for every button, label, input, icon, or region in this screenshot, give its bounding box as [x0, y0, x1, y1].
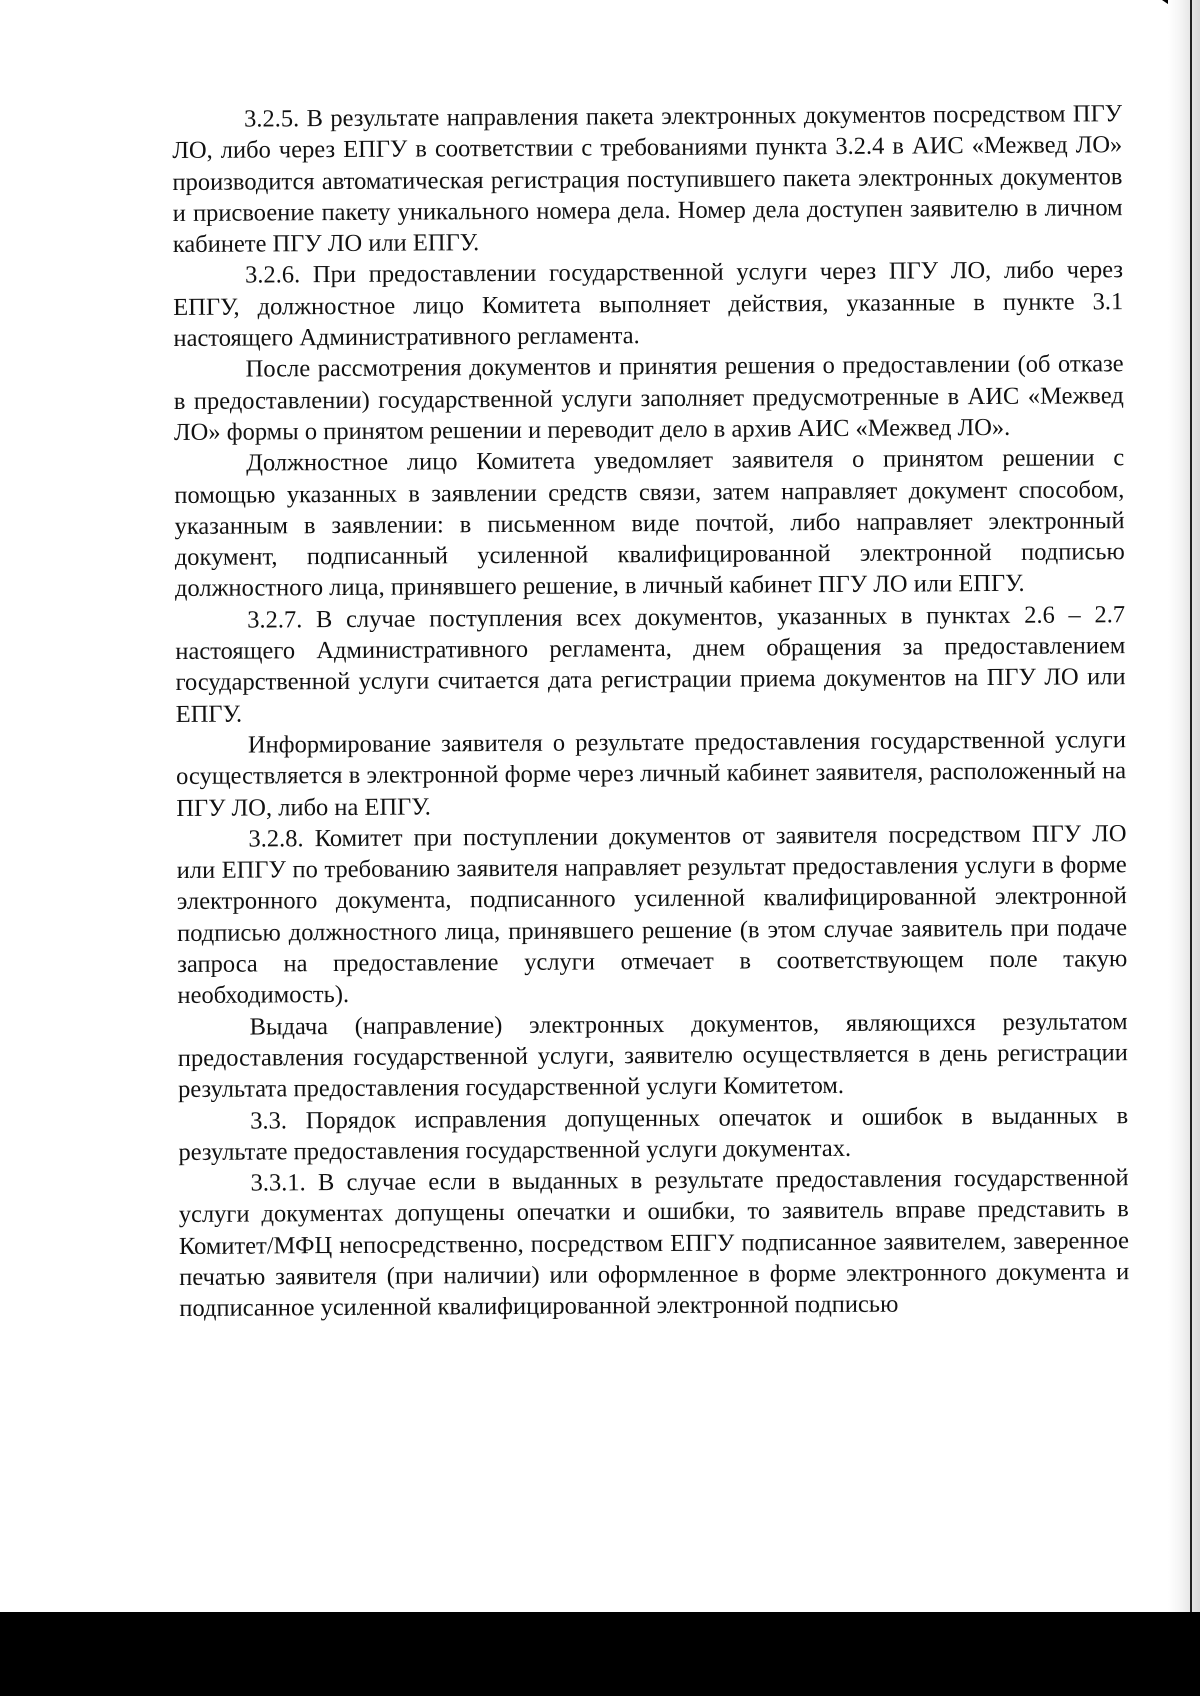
paragraph-informing: Информирование заявителя о результате предоставления государственной услуги осуществляется в электронной форме через личный кабинет заявителя, расположенный на ПГУ ЛО, либо на ЕПГУ.: [176, 726, 1127, 822]
paragraph-3-3: 3.3. Порядок исправления допущенных опечаток и ошибок в выданных в результате предоставления государственной услуги документах.: [178, 1101, 1129, 1166]
paragraph-3-2-6: 3.2.6. При предоставлении государственной услуги через ПГУ ЛО, либо через ЕПГУ, должностное лицо Комитета выполняет действия, указанные в пункте 3.1 настоящего Административного регламента.: [173, 256, 1124, 353]
scan-right-edge-line: [1190, 0, 1192, 1612]
paragraph-3-2-5: 3.2.5. В результате направления пакета электронных документов посредством ПГУ ЛО, либо через ЕПГУ в соответствии с требованиями пункта 3.2.4 в АИС «Межвед ЛО» производится автоматическая регистрация поступившего пакета электронных документов и присвоение пакету уникального номера дела. Номер дела доступен заявителю в личном кабинете ПГУ ЛО или ЕПГУ.: [172, 100, 1123, 259]
paragraph-3-2-7: 3.2.7. В случае поступления всех документов, указанных в пунктах 2.6 – 2.7 настоящего Административного регламента, днем обращения за предоставлением государственной услуги считается дата регистрации приема документов на ПГУ ЛО или ЕПГУ.: [175, 600, 1126, 728]
paragraph-notification: Должностное лицо Комитета уведомляет заявителя о принятом решении с помощью указанных в заявлении средств связи, затем направляет документ способом, указанным в заявлении: в письменном виде почтой, либо направляет электронный документ, подписанный усиленной квалифицированной электронной подписью должностного лица, принявшего решение, в личный кабинет ПГУ ЛО или ЕПГУ.: [174, 444, 1125, 603]
paragraph-issuance: Выдача (направление) электронных документов, являющихся результатом предоставления государственной услуги, заявителю осуществляется в день регистрации результата предоставления государственной услуги Комитетом.: [177, 1007, 1128, 1104]
paragraph-3-3-1: 3.3.1. В случае если в выданных в результате предоставления государственной услуги документах допущены опечатки и ошибки, то заявитель вправе представить в Комитет/МФЦ непосредственно, посредством ЕПГУ подписанное заявителем, заверенное печатью заявителя (при наличии) или оформленное в форме электронного документа и подписанное усиленной квалифицированной электронной подписью: [178, 1164, 1130, 1323]
paragraph-review-decision: После рассмотрения документов и принятия решения о предоставлении (об отказе в предоставлении) государственной услуги заполняет предусмотренные в АИС «Межвед ЛО» формы о принятом решении и переводит дело в архив АИС «Межвед ЛО».: [173, 350, 1124, 446]
document-body: [172, 98, 1129, 1324]
paragraph-3-2-8: 3.2.8. Комитет при поступлении документов от заявителя посредством ПГУ ЛО или ЕПГУ по требованию заявителя направляет результат предоставления услуги в форме электронного документа, подписанного усиленной квалифицированной электронной подписью должностного лица, принявшего решение (в этом случае заявитель при подаче запроса на предоставление услуги отмечает в соответствующем поле такую необходимость).: [176, 820, 1128, 1010]
scan-bottom-band: [0, 1612, 1200, 1696]
scan-right-edge: [1168, 0, 1200, 1612]
